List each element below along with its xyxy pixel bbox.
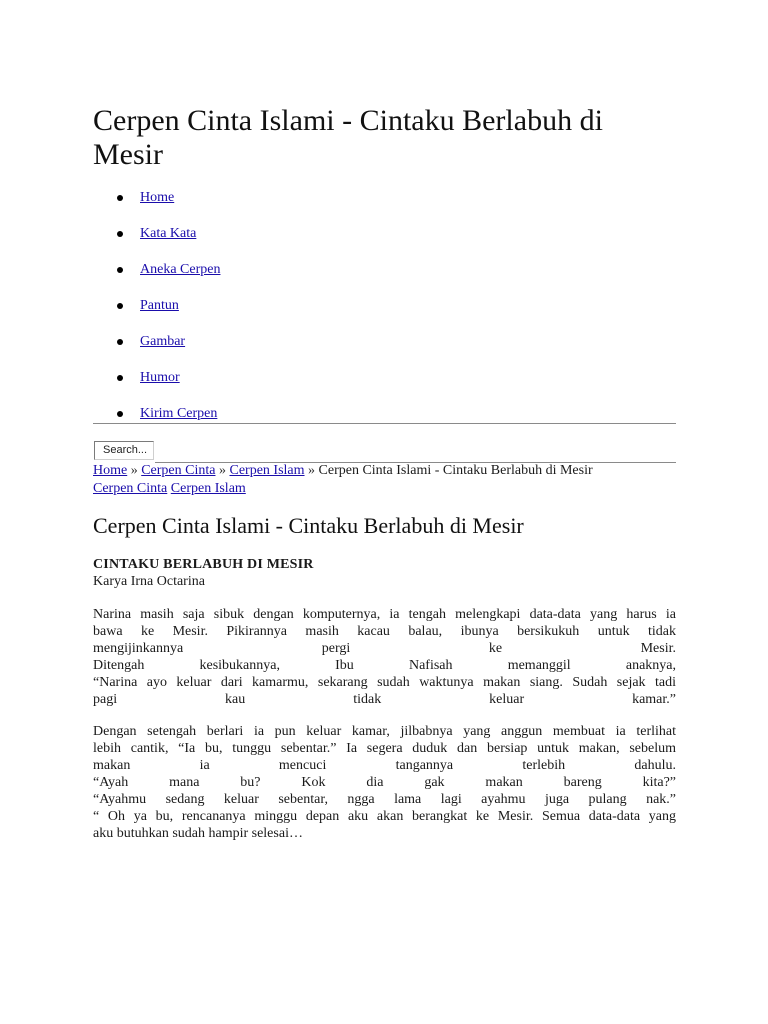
breadcrumb-home-link[interactable]: Home (93, 463, 128, 478)
bullet-icon (117, 267, 123, 273)
bullet-icon (117, 231, 123, 237)
breadcrumb-current: Cerpen Cinta Islami - Cintaku Berlabuh di Mesir (318, 463, 593, 478)
paragraph-line: Narina masih saja sibuk dengan komputernya, ia tengah melengkapi data-data yang harus ia (93, 607, 676, 622)
story-heading: CINTAKU BERLABUH DI MESIR (93, 557, 314, 572)
nav-link-gambar[interactable]: Gambar (140, 334, 186, 349)
paragraph-line: “Ayah mana bu? Kok dia gak makan bareng kita?” (93, 775, 676, 790)
paragraph-line: bawa ke Mesir. Pikirannya masih kacau balau, ibunya bersikukuh untuk tidak (93, 624, 676, 639)
bullet-icon (117, 375, 123, 381)
nav-link-aneka-cerpen[interactable]: Aneka Cerpen (140, 262, 221, 277)
paragraph-line: “Ayahmu sedang keluar sebentar, ngga lama lagi ayahmu juga pulang nak.” (93, 792, 676, 807)
paragraph-line: aku butuhkan sudah hampir selesai… (93, 826, 303, 841)
breadcrumb-separator: » (308, 463, 316, 478)
nav-link-humor[interactable]: Humor (140, 370, 180, 385)
paragraph-line: lebih cantik, “Ia bu, tunggu sebentar.” Ia segera duduk dan bersiap untuk makan, sebelum (93, 741, 676, 756)
paragraph-line: Ditengah kesibukannya, Ibu Nafisah memanggil anaknya, (93, 658, 676, 673)
site-title: Cerpen Cinta Islami - Cintaku Berlabuh di Mesir (93, 104, 603, 171)
paragraph-line: pagi kau tidak keluar kamar.” (93, 692, 676, 707)
breadcrumb (93, 462, 693, 480)
nav-link-kata-kata[interactable]: Kata Kata (140, 226, 197, 241)
nav-link-kirim-cerpen[interactable]: Kirim Cerpen (140, 406, 218, 421)
tag-link-cerpen-islam[interactable]: Cerpen Islam (170, 481, 246, 496)
story-paragraph-1 (93, 606, 676, 708)
nav-item-home (93, 188, 676, 224)
tag-link-cerpen-cinta[interactable]: Cerpen Cinta (93, 481, 168, 496)
story-paragraph-2 (93, 723, 676, 842)
paragraph-line: “ Oh ya bu, rencananya minggu depan aku akan berangkat ke Mesir. Semua data-data yang (93, 809, 676, 824)
search-input[interactable]: Search... (94, 441, 154, 460)
nav-link-pantun[interactable]: Pantun (140, 298, 179, 313)
bullet-icon (117, 411, 123, 417)
nav-divider (93, 423, 676, 424)
nav-item-gambar (93, 332, 676, 368)
post-tags (93, 480, 246, 498)
story-author: Karya Irna Octarina (93, 574, 205, 589)
paragraph-line: mengijinkannya pergi ke Mesir. (93, 641, 676, 656)
nav-item-pantun (93, 296, 676, 332)
paragraph-line: “Narina ayo keluar dari kamarmu, sekarang sudah waktunya makan siang. Sudah sejak tadi (93, 675, 676, 690)
breadcrumb-separator: » (130, 463, 138, 478)
nav-item-humor (93, 368, 676, 404)
paragraph-line: Dengan setengah berlari ia pun keluar kamar, jilbabnya yang anggun membuat ia terlihat (93, 724, 676, 739)
nav-item-kata-kata (93, 224, 676, 260)
nav-link-home[interactable]: Home (140, 190, 175, 205)
bullet-icon (117, 303, 123, 309)
bullet-icon (117, 195, 123, 201)
breadcrumb-separator: » (218, 463, 226, 478)
nav-item-kirim-cerpen (93, 404, 676, 440)
breadcrumb-cerpen-islam-link[interactable]: Cerpen Islam (229, 463, 305, 478)
main-nav (93, 188, 676, 440)
nav-item-aneka-cerpen (93, 260, 676, 296)
bullet-icon (117, 339, 123, 345)
breadcrumb-cerpen-cinta-link[interactable]: Cerpen Cinta (141, 463, 216, 478)
post-title: Cerpen Cinta Islami - Cintaku Berlabuh di Mesir (93, 513, 524, 538)
paragraph-line: makan ia mencuci tangannya terlebih dahulu. (93, 758, 676, 773)
